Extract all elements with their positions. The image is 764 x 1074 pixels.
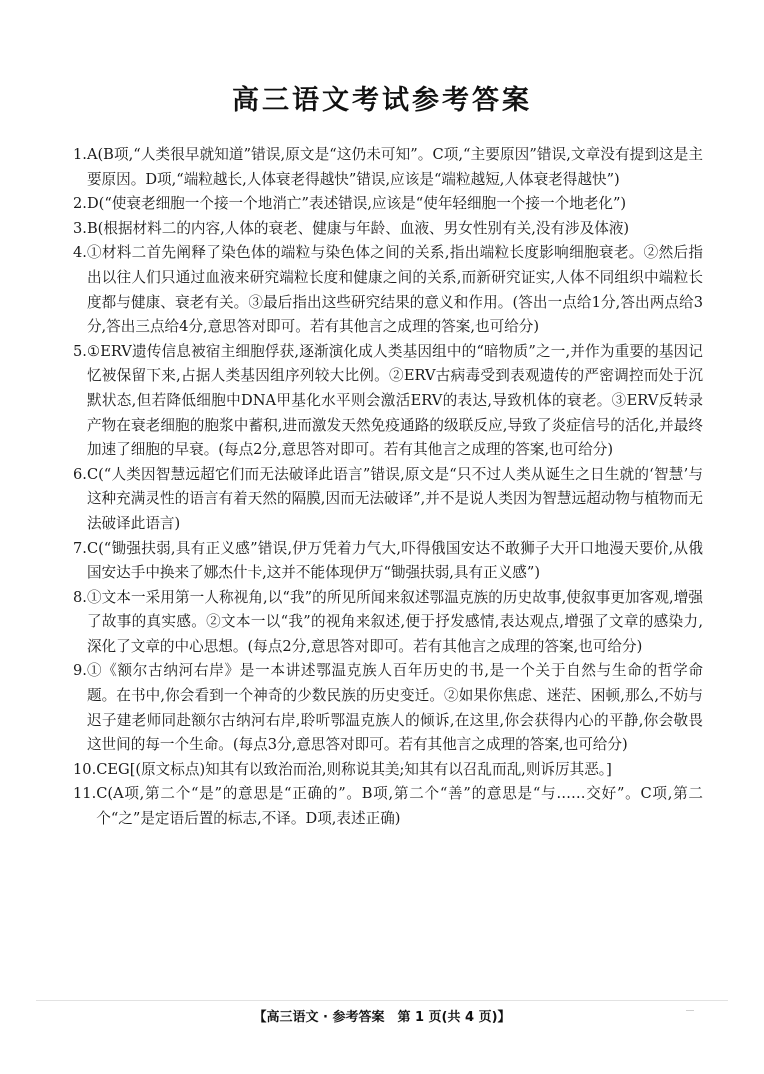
answer-text: ①ERV遗传信息被宿主细胞俘获,逐渐演化成人类基因组中的“暗物质”之一,并作为重要的基因记忆被保留下来,占据人类基因组序列较大比例。②ERV古病毒受到表观遗传的严密调控而处于沉默状态,但若降低细胞中DNA甲基化水平则会激活ERV的表达,导致机体的衰老。③ERV反转录产物在衰老细胞的胞浆中蓄积,进而激发天然免疫通路的级联反应,导致了炎症信号的活化,并最终加速了细胞的早衰。(每点2分,意思答对即可。若有其他言之成理的答案,也可给分) [86,342,703,459]
answer-text: CEG[(原文标点)知其有以致治而治,则称说其美;知其有以召乱而乱,则诉厉其恶。] [96,760,612,778]
page-title: 高三语文考试参考答案 [232,85,532,116]
answer-item-8 [73,586,703,660]
answer-number: 8. [73,588,87,606]
answer-text: D(“使衰老细胞一个接一个地消亡”表述错误,应该是“使年轻细胞一个接一个地老化”) [86,195,627,213]
answer-number: 5. [73,342,87,360]
answer-item-5 [73,340,703,463]
answer-number: 6. [73,465,87,483]
answer-item-11 [73,782,703,831]
answer-number: 10. [73,760,97,778]
answer-item-2 [73,192,703,217]
answer-text: C(A项,第二个“是”的意思是“正确的”。B项,第二个“善”的意思是“与……交好”。C项,第二个“之”是定语后置的标志,不译。D项,表述正确) [96,785,703,828]
answer-text: A(B项,“人类很早就知道”错误,原文是“这仍未可知”。C项,“主要原因”错误,文章没有提到这是主要原因。D项,“端粒越长,人体衰老得越快”错误,应该是“端粒越短,人体衰老得越快”) [86,146,703,188]
answer-number: 11. [73,785,97,803]
footer-divider [36,1000,728,1001]
answer-item-4 [73,241,703,339]
answer-number: 7. [73,539,87,557]
answer-item-1 [73,143,703,192]
answer-number: 9. [73,662,87,680]
answer-item-7 [73,537,703,586]
answer-text: C(“锄强扶弱,具有正义感”错误,伊万凭着力气大,吓得俄国安达不敢狮子大开口地漫天要价,从俄国安达手中换来了娜杰什卡,这并不能体现伊万“锄强扶弱,具有正义感”) [86,539,703,582]
answer-item-3 [73,217,703,242]
answer-text: ①材料二首先阐释了染色体的端粒与染色体之间的关系,指出端粒长度影响细胞衰老。②然后指出以往人们只通过血液来研究端粒长度和健康之间的关系,而新研究证实,人体不同组织中端粒长度都与健康、衰老有关。③最后指出这些研究结果的意义和作用。(答出一点给1分,答出两点给3分,答出三点给4分,意思答对即可。若有其他言之成理的答案,也可给分) [86,244,703,336]
corner-mark [686,1010,694,1011]
answer-item-10 [73,758,703,783]
answer-text: ①《额尔古纳河右岸》是一本讲述鄂温克族人百年历史的书,是一个关于自然与生命的哲学命题。在书中,你会看到一个神奇的少数民族的历史变迁。②如果你焦虑、迷茫、困顿,那么,不妨与迟子建老师同赴额尔古纳河右岸,聆听鄂温克族人的倾诉,在这里,你会获得内心的平静,你会敬畏这世间的每一个生命。(每点3分,意思答对即可。若有其他言之成理的答案,也可给分) [86,662,703,754]
answer-number: 3. [73,219,87,237]
answer-number: 2. [73,195,87,213]
answer-list [73,143,703,832]
answer-number: 4. [73,244,87,262]
answer-text: ①文本一采用第一人称视角,以“我”的所见所闻来叙述鄂温克族的历史故事,使叙事更加客观,增强了故事的真实感。②文本一以“我”的视角来叙述,便于抒发感情,表达观点,增强了文章的感染力,深化了文章的中心思想。(每点2分,意思答对即可。若有其他言之成理的答案,也可给分) [86,588,703,655]
answer-number: 1. [73,146,87,163]
answer-text: B(根据材料二的内容,人体的衰老、健康与年龄、血液、男女性别有关,没有涉及体液) [86,219,630,237]
answer-item-6 [73,463,703,537]
page-footer: 【高三语文 · 参考答案 第 1 页(共 4 页)】 [253,1010,511,1025]
answer-item-9 [73,659,703,757]
answer-text: C(“人类因智慧远超它们而无法破译此语言”错误,原文是“只不过人类从诞生之日生就的‘智慧’与这种充满灵性的语言有着天然的隔膜,因而无法破译”,并不是说人类因为智慧远超动物与植物而无法破译此语言) [86,465,703,532]
